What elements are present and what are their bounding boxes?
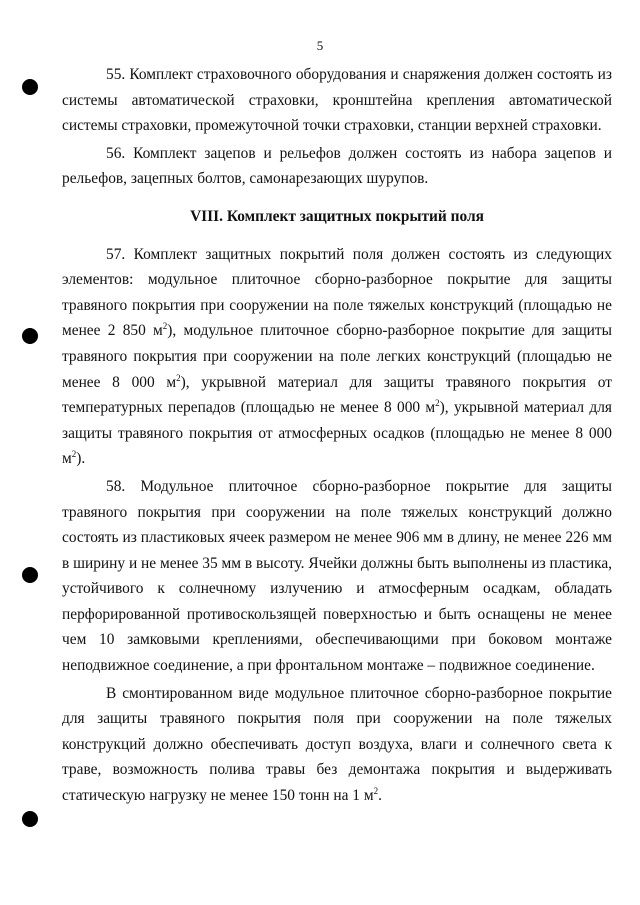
page-number: 5 bbox=[316, 38, 324, 53]
paragraph-59: В смонтированном виде модульное плиточное сборно-разборное покрытие для защиты травяного покрытия поля при сооружении на поле тяжелых конструкций должно обеспечивать доступ воздуха, влаги и солнечного света к траве, возможность полива травы без демонтажа покрытия и выдерживать статическую нагрузку не менее 150 тонн на 1 $м^2$. bbox=[62, 684, 612, 805]
paragraph-56: 56. Комплект зацепов и рельефов должен состоять из набора зацепов и рельефов, зацепных болтов, самонарезающих шурупов. bbox=[62, 144, 612, 188]
paragraph-57: 57. Комплект защитных покрытий поля должен состоять из следующих элементов: модульное плиточное сборно-разборное покрытие для защиты травяного покрытия при сооружении на поле тяжелых конструкций (площадью не менее 2 850 $м^2$), модульное плиточное сборно-разборное покрытие для защиты травяного покрытия при сооружении на поле легких конструкций (площадью не менее 8 000 $м^2$), укрывной материал для защиты травяного покрытия от температурных перепадов (площадью не менее 8 000 $м^2$), укрывной материал для защиты травяного покрытия от атмосферных осадков (площадью не менее 8 000 $м^2$). bbox=[62, 245, 613, 468]
punch-hole-top bbox=[22, 79, 38, 95]
paragraph-58: 58. Модульное плиточное сборно-разборное покрытие для защиты травяного покрытия при сооружении на поле тяжелых конструкций должно состоять из пластиковых ячеек размером не менее 906 мм в длину, не менее 226 мм в ширину и не менее 35 мм в высоту. Ячейки должны быть выполнены из пластика, устойчивого к солнечному излучению и атмосферным осадкам, обладать перфорированной противоскользящей поверхностью и быть оснащены не менее чем 10 замковыми креплениями, обеспечивающими при боковом монтаже неподвижное соединение, а при фронтальном монтаже – подвижное соединение. bbox=[62, 477, 612, 675]
punch-hole-lower bbox=[22, 567, 38, 583]
document-body bbox=[62, 62, 612, 809]
punch-hole-bottom bbox=[22, 811, 38, 827]
section-heading: VIII. Комплект защитных покрытий поля bbox=[190, 207, 484, 225]
paragraph-55: 55. Комплект страховочного оборудования и снаряжения должен состоять из системы автоматической страховки, кронштейна крепления автоматической системы страховки, промежуточной точки страховки, станции верхней страховки. bbox=[62, 66, 612, 135]
punch-hole-middle bbox=[22, 328, 38, 344]
